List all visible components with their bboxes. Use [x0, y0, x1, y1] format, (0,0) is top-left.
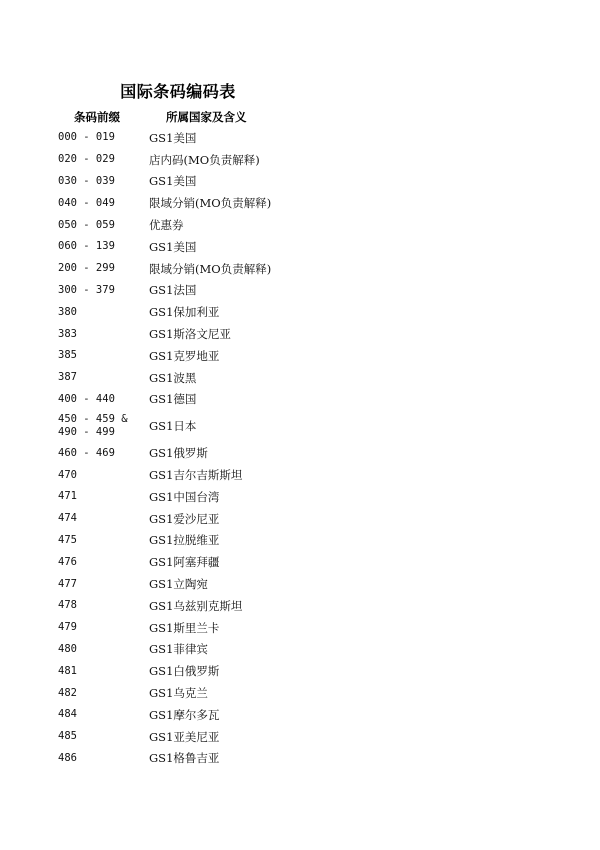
table-row: [0, 301, 600, 323]
barcode-prefix-cell: 450 - 459 & 490 - 499: [58, 413, 128, 439]
table-row: [0, 323, 600, 345]
country-meaning-cell: GS1斯洛文尼亚: [149, 327, 231, 342]
barcode-prefix-cell: 380: [58, 305, 77, 318]
country-meaning-cell: GS1美国: [149, 130, 197, 145]
country-meaning-cell: GS1立陶宛: [149, 577, 208, 592]
table-row: [0, 530, 600, 552]
column-header-country: 所属国家及含义: [166, 110, 247, 124]
country-meaning-cell: GS1爱沙尼亚: [149, 511, 220, 526]
barcode-prefix-cell: 475: [58, 533, 77, 546]
country-meaning-cell: GS1格鲁吉亚: [149, 751, 220, 766]
table-row: [0, 258, 600, 280]
country-meaning-cell: GS1摩尔多瓦: [149, 707, 220, 722]
barcode-prefix-cell: 383: [58, 327, 77, 340]
barcode-prefix-cell: 040 - 049: [58, 196, 115, 209]
barcode-prefix-cell: 480: [58, 642, 77, 655]
barcode-prefix-cell: 481: [58, 664, 77, 677]
country-meaning-cell: GS1菲律宾: [149, 642, 208, 657]
barcode-prefix-cell: 300 - 379: [58, 283, 115, 296]
barcode-prefix-cell: 020 - 029: [58, 153, 115, 166]
table-row: [0, 595, 600, 617]
country-meaning-cell: GS1德国: [149, 392, 197, 407]
country-meaning-cell: GS1美国: [149, 239, 197, 254]
barcode-prefix-cell: 485: [58, 730, 77, 743]
table-row: [0, 442, 600, 464]
table-row: [0, 617, 600, 639]
country-meaning-cell: GS1克罗地亚: [149, 348, 220, 363]
table-row: [0, 389, 600, 411]
table-row: [0, 192, 600, 214]
table-row: [0, 410, 600, 442]
barcode-prefix-cell: 479: [58, 621, 77, 634]
country-meaning-cell: GS1法国: [149, 283, 197, 298]
barcode-prefix-cell: 000 - 019: [58, 131, 115, 144]
column-header-prefix: 条码前缀: [74, 110, 120, 124]
table-row: [0, 486, 600, 508]
barcode-prefix-cell: 486: [58, 751, 77, 764]
country-meaning-cell: GS1亚美尼亚: [149, 729, 220, 744]
country-meaning-cell: GS1中国台湾: [149, 489, 220, 504]
country-meaning-cell: GS1阿塞拜疆: [149, 555, 220, 570]
barcode-prefix-cell: 385: [58, 349, 77, 362]
country-meaning-cell: 限域分销(MO负责解释): [149, 261, 272, 276]
barcode-prefix-cell: 474: [58, 512, 77, 525]
country-meaning-cell: GS1俄罗斯: [149, 446, 208, 461]
table-row: [0, 508, 600, 530]
table-row: [0, 236, 600, 258]
barcode-prefix-cell: 482: [58, 686, 77, 699]
country-meaning-cell: GS1波黑: [149, 370, 197, 385]
table-row: [0, 171, 600, 193]
table-row: [0, 704, 600, 726]
barcode-prefix-cell: 471: [58, 490, 77, 503]
barcode-prefix-cell: 478: [58, 599, 77, 612]
country-meaning-cell: GS1吉尔吉斯斯坦: [149, 468, 243, 483]
barcode-prefix-cell: 484: [58, 708, 77, 721]
country-meaning-cell: 店内码(MO负责解释): [149, 152, 260, 167]
barcode-prefix-cell: 387: [58, 371, 77, 384]
barcode-table: [0, 127, 600, 769]
barcode-prefix-cell: 030 - 039: [58, 174, 115, 187]
table-row: [0, 726, 600, 748]
table-row: [0, 464, 600, 486]
table-row: [0, 214, 600, 236]
page-title: 国际条码编码表: [120, 82, 236, 101]
table-row: [0, 682, 600, 704]
table-row: [0, 127, 600, 149]
table-row: [0, 748, 600, 770]
barcode-prefix-cell: 477: [58, 577, 77, 590]
barcode-prefix-cell: 476: [58, 555, 77, 568]
table-row: [0, 639, 600, 661]
country-meaning-cell: GS1乌克兰: [149, 686, 208, 701]
barcode-prefix-cell: 470: [58, 468, 77, 481]
country-meaning-cell: GS1乌兹别克斯坦: [149, 598, 243, 613]
table-row: [0, 149, 600, 171]
barcode-prefix-cell: 460 - 469: [58, 446, 115, 459]
table-row: [0, 280, 600, 302]
country-meaning-cell: GS1日本: [149, 419, 197, 434]
table-row: [0, 573, 600, 595]
table-row: [0, 660, 600, 682]
barcode-prefix-cell: 200 - 299: [58, 262, 115, 275]
barcode-prefix-cell: 060 - 139: [58, 240, 115, 253]
country-meaning-cell: GS1白俄罗斯: [149, 664, 220, 679]
country-meaning-cell: GS1美国: [149, 174, 197, 189]
barcode-prefix-cell: 400 - 440: [58, 392, 115, 405]
barcode-prefix-cell: 050 - 059: [58, 218, 115, 231]
country-meaning-cell: GS1斯里兰卡: [149, 620, 220, 635]
table-row: [0, 367, 600, 389]
country-meaning-cell: 限域分销(MO负责解释): [149, 196, 272, 211]
country-meaning-cell: GS1保加利亚: [149, 305, 220, 320]
country-meaning-cell: 优惠券: [149, 218, 184, 233]
table-row: [0, 551, 600, 573]
country-meaning-cell: GS1拉脱维亚: [149, 533, 220, 548]
table-row: [0, 345, 600, 367]
